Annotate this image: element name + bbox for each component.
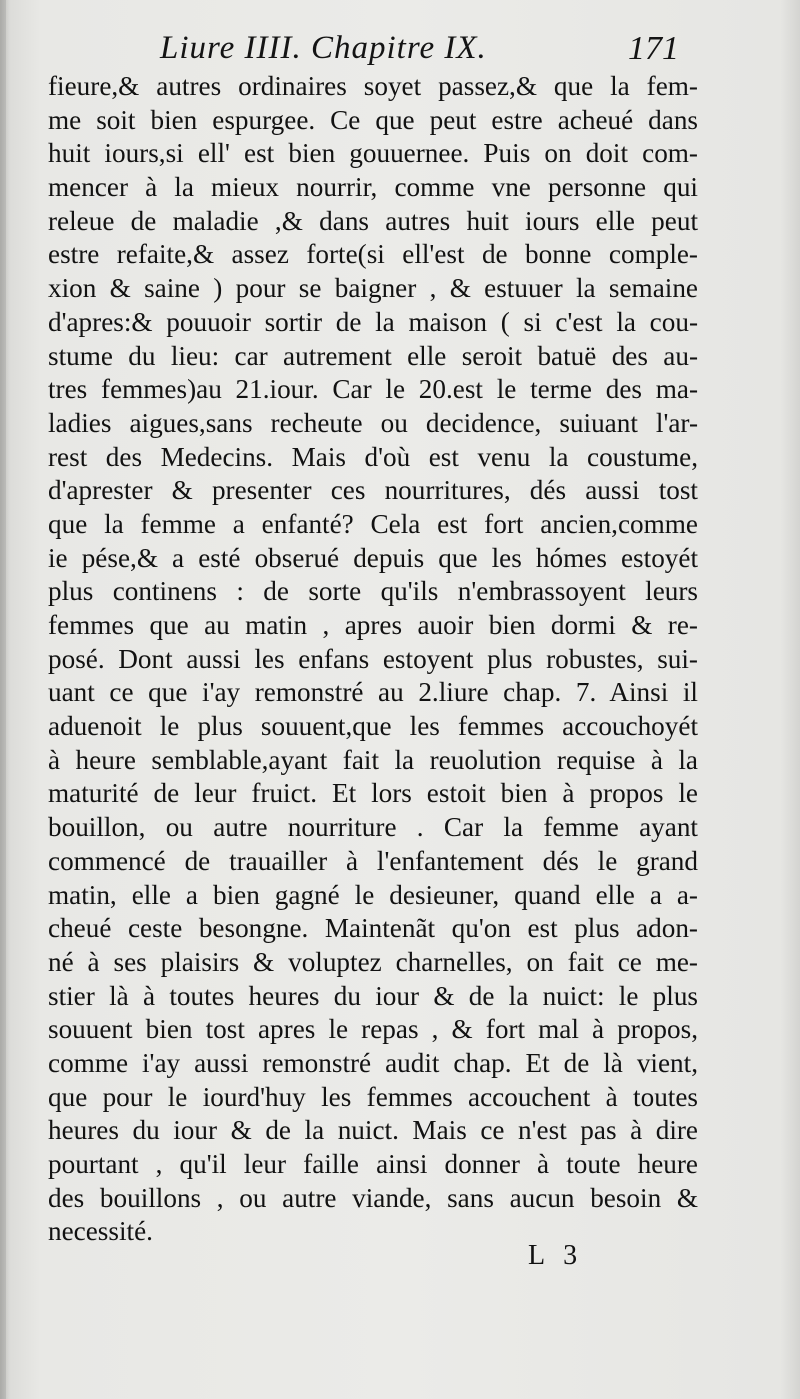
text-line: fieure,& autres ordinaires soyet passez,& que la fem- <box>48 71 698 101</box>
text-line: commencé de trauailler à l'enfantement dés le grand <box>48 845 698 876</box>
text-line: posé. Dont aussi les enfans estoyent plus robustes, sui- <box>48 643 698 674</box>
text-line: stume du lieu: car autrement elle seroit batuë des au- <box>48 340 698 371</box>
text-line: maturité de leur fruict. Et lors estoit bien à propos le <box>48 778 698 809</box>
text-line: me soit bien espurgee. Ce que peut estre acheué dans <box>48 104 698 135</box>
text-line: d'aprester & presenter ces nourritures, dés aussi tost <box>48 475 698 506</box>
text-line: pourtant , qu'il leur faille ainsi donner à toute heure <box>48 1149 698 1179</box>
text-line: rest des Medecins. Mais d'où est venu la coustume, <box>48 441 698 472</box>
text-line: né à ses plaisirs & voluptez charnelles, on fait ce me- <box>48 946 698 977</box>
running-title: Liure IIII. Chapitre IX. <box>160 30 487 66</box>
text-line: matin, elle a bien gagné le desieuner, quand elle a a- <box>48 879 698 910</box>
text-line: estre refaite,& assez forte(si ell'est de bonne comple- <box>48 239 698 270</box>
text-line: huit iours,si ell' est bien gouuernee. Puis on doit com- <box>48 138 698 169</box>
text-line: releue de maladie ,& dans autres huit iours elle peut <box>48 205 698 236</box>
text-line: xion & saine ) pour se baigner , & estuuer la semaine <box>48 273 698 304</box>
text-line: à heure semblable,ayant fait la reuolution requise à la <box>48 744 698 775</box>
text-line: ladies aigues,sans recheute ou decidence, suiuant l'ar- <box>48 407 698 438</box>
text-line: souuent bien tost apres le repas , & fort mal à propos, <box>48 1014 698 1045</box>
text-line: que pour le iourd'huy les femmes accouchent à toutes <box>48 1081 698 1112</box>
text-line: que la femme a enfanté? Cela est fort ancien,comme <box>48 508 698 539</box>
text-line: heures du iour & de la nuict. Mais ce n'est pas à dire <box>48 1115 698 1146</box>
text-line: ie pése,& a esté obserué depuis que les hómes estoyét <box>48 542 698 573</box>
text-line: necessité. <box>48 1216 153 1247</box>
text-line: tres femmes)au 21.iour. Car le 20.est le terme des ma- <box>48 374 698 405</box>
body-text <box>48 70 698 1249</box>
page-number: 171 <box>628 30 679 67</box>
text-line: plus continens : de sorte qu'ils n'embrassoyent leurs <box>48 576 698 607</box>
text-line: bouillon, ou autre nourriture . Car la femme ayant <box>48 812 698 843</box>
text-line: comme i'ay aussi remonstré audit chap. Et de là vient, <box>48 1047 698 1078</box>
text-line: uant ce que i'ay remonstré au 2.liure chap. 7. Ainsi il <box>48 677 698 708</box>
text-line: d'apres:& pouuoir sortir de la maison ( si c'est la cou- <box>48 306 698 337</box>
text-line: aduenoit le plus souuent,que les femmes accouchoyét <box>48 711 698 742</box>
signature-mark: L 3 <box>528 1240 584 1271</box>
text-line: femmes que au matin , apres auoir bien dormi & re- <box>48 610 698 640</box>
text-line: mencer à la mieux nourrir, comme vne personne qui <box>48 172 698 203</box>
text-line: des bouillons , ou autre viande, sans aucun besoin & <box>48 1182 698 1213</box>
text-line: cheué ceste besongne. Maintenãt qu'on est plus adon- <box>48 913 698 944</box>
text-line: stier là à toutes heures du iour & de la nuict: le plus <box>48 980 698 1011</box>
gutter-shadow <box>0 0 6 1399</box>
